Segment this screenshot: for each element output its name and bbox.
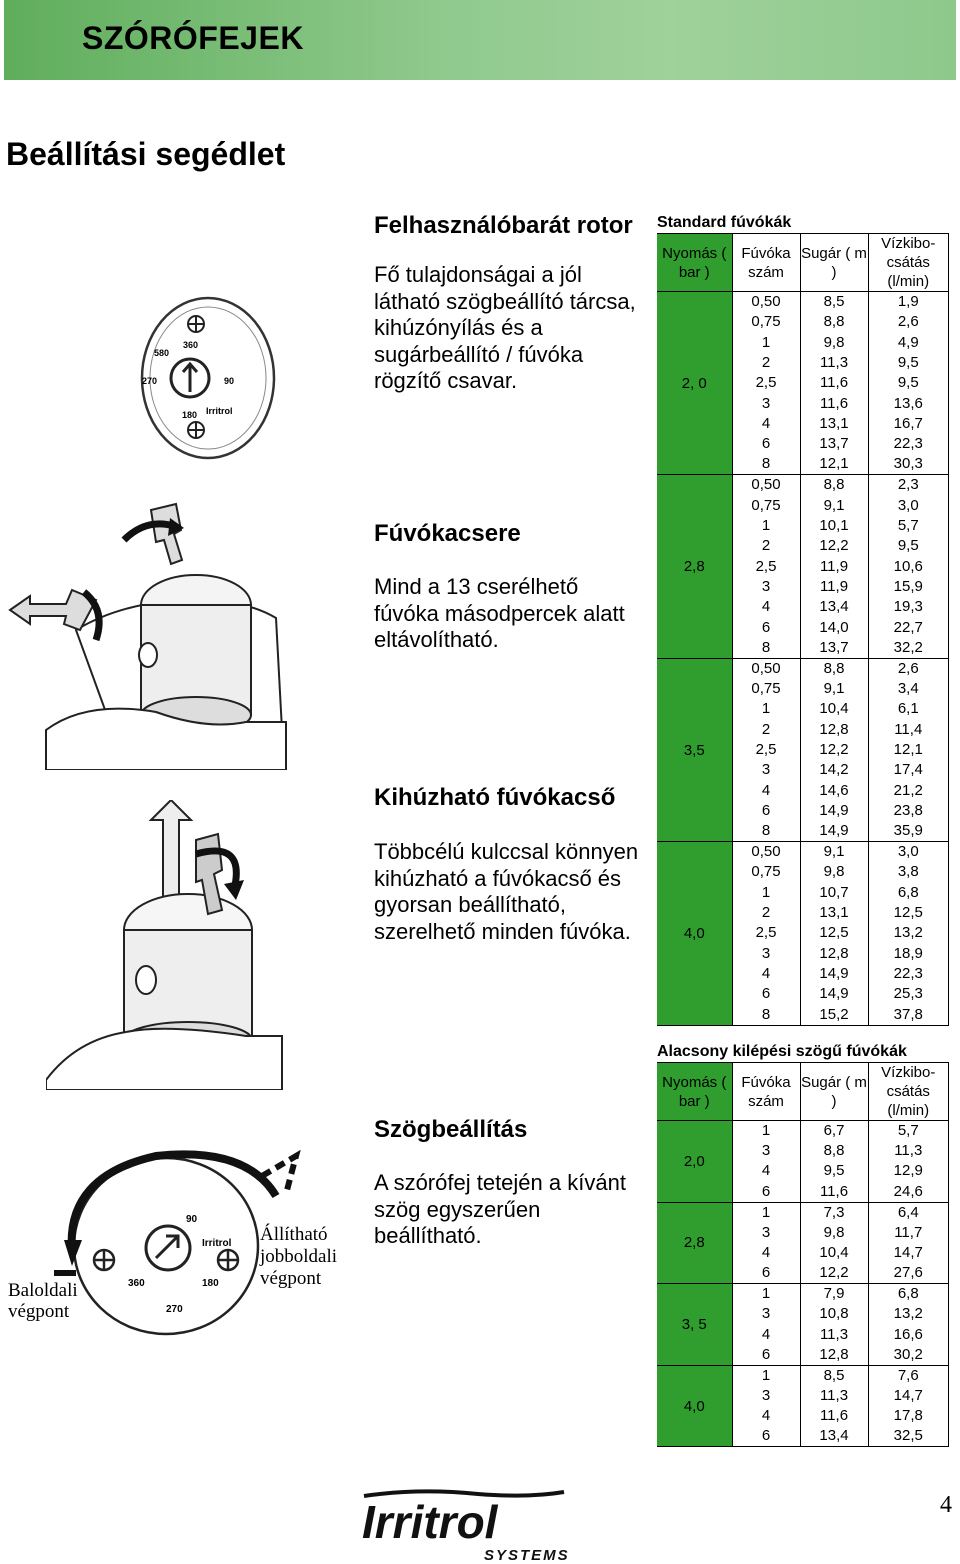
radius-cell: 14,6 <box>800 781 868 801</box>
pressure-cell: 4,0 <box>657 842 732 1025</box>
nozzle-cell: 8 <box>732 821 800 842</box>
radius-cell: 12,2 <box>800 740 868 760</box>
radius-cell: 11,3 <box>800 1386 868 1406</box>
flow-cell: 6,8 <box>868 883 949 903</box>
flow-cell: 3,0 <box>868 842 949 863</box>
flow-cell: 2,6 <box>868 658 949 679</box>
nozzle-cell: 4 <box>732 781 800 801</box>
header-flow: Vízkibo-csátás (l/min) <box>868 1063 949 1121</box>
nozzle-cell: 1 <box>732 1121 800 1142</box>
radius-cell: 9,5 <box>800 1161 868 1181</box>
flow-cell: 3,0 <box>868 495 949 515</box>
pressure-cell: 2, 0 <box>657 292 732 475</box>
pressure-cell: 2,8 <box>657 1202 732 1284</box>
radius-cell: 14,9 <box>800 801 868 821</box>
flow-cell: 6,8 <box>868 1284 949 1305</box>
radius-cell: 10,4 <box>800 1243 868 1263</box>
banner-title: SZÓRÓFEJEK <box>82 20 304 56</box>
flow-cell: 24,6 <box>868 1182 949 1203</box>
radius-cell: 10,7 <box>800 883 868 903</box>
nozzle-cell: 6 <box>732 1345 800 1366</box>
radius-cell: 6,7 <box>800 1121 868 1142</box>
dial-label-580: 580 <box>154 348 170 358</box>
flow-cell: 25,3 <box>868 984 949 1004</box>
radius-cell: 14,2 <box>800 760 868 780</box>
pressure-cell: 3,5 <box>657 658 732 841</box>
header-nozzle: Fúvóka szám <box>732 234 800 292</box>
nozzle-cell: 3 <box>732 944 800 964</box>
radius-cell: 11,9 <box>800 577 868 597</box>
flow-cell: 21,2 <box>868 781 949 801</box>
flow-cell: 14,7 <box>868 1386 949 1406</box>
nozzle-cell: 0,75 <box>732 495 800 515</box>
standard-nozzle-table <box>657 233 949 1026</box>
nozzle-cell: 0,50 <box>732 475 800 496</box>
nozzle-cell: 3 <box>732 1141 800 1161</box>
logo-subtitle: SYSTEMS <box>484 1547 570 1564</box>
nozzle-cell: 6 <box>732 1263 800 1284</box>
flow-cell: 12,5 <box>868 903 949 923</box>
nozzle-cell: 1 <box>732 516 800 536</box>
radius-cell: 8,8 <box>800 658 868 679</box>
nozzle-cell: 1 <box>732 1365 800 1386</box>
dial-label-270: 270 <box>142 376 158 386</box>
irritrol-logo <box>358 1488 570 1564</box>
radius-cell: 9,8 <box>800 1223 868 1243</box>
flow-cell: 5,7 <box>868 516 949 536</box>
right-endpoint-label: Állítható jobboldali végpont <box>260 1224 338 1289</box>
flow-cell: 2,3 <box>868 475 949 496</box>
dial-label-180: 180 <box>182 410 198 420</box>
table-row <box>657 1284 949 1305</box>
radius-cell: 14,9 <box>800 984 868 1004</box>
flow-cell: 3,4 <box>868 679 949 699</box>
logo-wordmark: Irritrol <box>362 1496 498 1548</box>
flow-cell: 16,7 <box>868 414 949 434</box>
pressure-cell: 2,8 <box>657 475 732 658</box>
nozzle-cell: 3 <box>732 577 800 597</box>
nozzle-cell: 6 <box>732 1182 800 1203</box>
header-nozzle: Fúvóka szám <box>732 1063 800 1121</box>
nozzle-cell: 0,50 <box>732 842 800 863</box>
flow-cell: 27,6 <box>868 1263 949 1284</box>
radius-cell: 11,9 <box>800 556 868 576</box>
flow-cell: 3,8 <box>868 862 949 882</box>
rotor-dial-illustration <box>138 296 278 466</box>
nozzle-cell: 6 <box>732 617 800 637</box>
pressure-cell: 4,0 <box>657 1365 732 1447</box>
nozzle-cell: 2 <box>732 353 800 373</box>
radius-cell: 11,6 <box>800 1182 868 1203</box>
section-rotor <box>374 212 644 395</box>
radius-cell: 10,1 <box>800 516 868 536</box>
header-pressure: Nyomás ( bar ) <box>657 234 732 292</box>
nozzle-cell: 2,5 <box>732 373 800 393</box>
radius-cell: 13,1 <box>800 414 868 434</box>
radius-cell: 9,1 <box>800 842 868 863</box>
radius-cell: 11,6 <box>800 373 868 393</box>
radius-cell: 11,3 <box>800 1324 868 1344</box>
radius-cell: 11,6 <box>800 393 868 413</box>
nozzle-cell: 4 <box>732 1161 800 1181</box>
flow-cell: 4,9 <box>868 332 949 352</box>
angle-label-270: 270 <box>166 1304 183 1315</box>
section-angle <box>374 1116 644 1250</box>
nozzle-cell: 2 <box>732 536 800 556</box>
dial-brand: Irritrol <box>206 406 233 416</box>
nozzle-cell: 2,5 <box>732 740 800 760</box>
nozzle-change-illustration <box>6 500 290 770</box>
table-caption: Alacsony kilépési szögű fúvókák <box>657 1043 907 1060</box>
radius-cell: 12,2 <box>800 536 868 556</box>
flow-cell: 35,9 <box>868 821 949 842</box>
radius-cell: 12,2 <box>800 1263 868 1284</box>
radius-cell: 8,8 <box>800 312 868 332</box>
left-endpoint-label: Baloldali végpont <box>8 1280 78 1322</box>
nozzle-cell: 0,75 <box>732 679 800 699</box>
flow-cell: 1,9 <box>868 292 949 313</box>
nozzle-cell: 2 <box>732 720 800 740</box>
flow-cell: 16,6 <box>868 1324 949 1344</box>
radius-cell: 13,7 <box>800 434 868 454</box>
flow-cell: 11,7 <box>868 1223 949 1243</box>
flow-cell: 13,2 <box>868 1304 949 1324</box>
flow-cell: 13,2 <box>868 923 949 943</box>
flow-cell: 30,3 <box>868 454 949 475</box>
flow-cell: 22,3 <box>868 434 949 454</box>
flow-cell: 9,5 <box>868 536 949 556</box>
flow-cell: 18,9 <box>868 944 949 964</box>
flow-cell: 30,2 <box>868 1345 949 1366</box>
table-row <box>657 658 949 679</box>
radius-cell: 8,8 <box>800 475 868 496</box>
flow-cell: 17,8 <box>868 1406 949 1426</box>
section-body: Mind a 13 cserélhető fúvóka másodpercek alatt eltávolítható. <box>374 574 625 652</box>
nozzle-cell: 6 <box>732 1426 800 1447</box>
flow-cell: 10,6 <box>868 556 949 576</box>
flow-cell: 7,6 <box>868 1365 949 1386</box>
nozzle-cell: 0,50 <box>732 292 800 313</box>
section-heading: Fúvókacsere <box>374 520 521 547</box>
nozzle-tube-illustration <box>46 800 286 1090</box>
flow-cell: 19,3 <box>868 597 949 617</box>
flow-cell: 17,4 <box>868 760 949 780</box>
table-row <box>657 292 949 313</box>
nozzle-cell: 1 <box>732 1202 800 1223</box>
flow-cell: 12,1 <box>868 740 949 760</box>
section-body: A szórófej tetején a kívánt szög egyszerűen beállítható. <box>374 1170 626 1248</box>
radius-cell: 13,4 <box>800 1426 868 1447</box>
header-banner <box>4 0 956 80</box>
flow-cell: 5,7 <box>868 1121 949 1142</box>
nozzle-cell: 3 <box>732 760 800 780</box>
flow-cell: 32,5 <box>868 1426 949 1447</box>
nozzle-cell: 0,75 <box>732 862 800 882</box>
flow-cell: 6,1 <box>868 699 949 719</box>
nozzle-cell: 8 <box>732 638 800 659</box>
radius-cell: 7,3 <box>800 1202 868 1223</box>
radius-cell: 11,6 <box>800 1406 868 1426</box>
radius-cell: 9,1 <box>800 495 868 515</box>
nozzle-cell: 1 <box>732 332 800 352</box>
radius-cell: 11,3 <box>800 353 868 373</box>
flow-cell: 9,5 <box>868 373 949 393</box>
table-row <box>657 1365 949 1386</box>
flow-cell: 22,7 <box>868 617 949 637</box>
header-radius: Sugár ( m ) <box>800 234 868 292</box>
section-nozzle-tube <box>374 784 644 945</box>
angle-brand: Irritrol <box>202 1238 232 1249</box>
nozzle-cell: 1 <box>732 883 800 903</box>
page-title: Beállítási segédlet <box>6 136 286 172</box>
flow-cell: 15,9 <box>868 577 949 597</box>
header-radius: Sugár ( m ) <box>800 1063 868 1121</box>
section-nozzle-change <box>374 520 644 654</box>
nozzle-cell: 8 <box>732 1005 800 1026</box>
flow-cell: 37,8 <box>868 1005 949 1026</box>
radius-cell: 9,8 <box>800 862 868 882</box>
nozzle-cell: 2,5 <box>732 923 800 943</box>
flow-cell: 2,6 <box>868 312 949 332</box>
radius-cell: 13,4 <box>800 597 868 617</box>
nozzle-cell: 3 <box>732 1304 800 1324</box>
nozzle-cell: 4 <box>732 414 800 434</box>
nozzle-cell: 6 <box>732 801 800 821</box>
flow-cell: 9,5 <box>868 353 949 373</box>
nozzle-cell: 0,75 <box>732 312 800 332</box>
flow-cell: 13,6 <box>868 393 949 413</box>
radius-cell: 12,8 <box>800 720 868 740</box>
flow-cell: 23,8 <box>868 801 949 821</box>
radius-cell: 12,1 <box>800 454 868 475</box>
radius-cell: 12,8 <box>800 944 868 964</box>
radius-cell: 9,8 <box>800 332 868 352</box>
radius-cell: 13,1 <box>800 903 868 923</box>
flow-cell: 11,3 <box>868 1141 949 1161</box>
section-heading: Felhasználóbarát rotor <box>374 212 633 239</box>
nozzle-cell: 8 <box>732 454 800 475</box>
nozzle-cell: 2,5 <box>732 556 800 576</box>
nozzle-cell: 0,50 <box>732 658 800 679</box>
angle-label-360: 360 <box>128 1278 145 1289</box>
radius-cell: 12,5 <box>800 923 868 943</box>
table-row <box>657 842 949 863</box>
table-caption: Standard fúvókák <box>657 214 792 231</box>
radius-cell: 8,8 <box>800 1141 868 1161</box>
nozzle-cell: 4 <box>732 1324 800 1344</box>
nozzle-cell: 3 <box>732 1386 800 1406</box>
page-number: 4 <box>940 1492 952 1518</box>
radius-cell: 15,2 <box>800 1005 868 1026</box>
low-angle-nozzle-table <box>657 1062 949 1447</box>
section-heading: Kihúzható fúvókacső <box>374 784 616 811</box>
dial-label-360: 360 <box>183 340 199 350</box>
dial-label-90: 90 <box>224 376 235 386</box>
nozzle-cell: 4 <box>732 597 800 617</box>
header-flow: Vízkibo-csátás (l/min) <box>868 234 949 292</box>
header-pressure: Nyomás ( bar ) <box>657 1063 732 1121</box>
flow-cell: 22,3 <box>868 964 949 984</box>
nozzle-cell: 4 <box>732 1406 800 1426</box>
radius-cell: 9,1 <box>800 679 868 699</box>
pressure-cell: 2,0 <box>657 1121 732 1203</box>
flow-cell: 11,4 <box>868 720 949 740</box>
nozzle-cell: 2 <box>732 903 800 923</box>
nozzle-cell: 4 <box>732 964 800 984</box>
radius-cell: 14,9 <box>800 821 868 842</box>
nozzle-cell: 6 <box>732 434 800 454</box>
table-row <box>657 1202 949 1223</box>
nozzle-cell: 4 <box>732 1243 800 1263</box>
radius-cell: 14,0 <box>800 617 868 637</box>
nozzle-cell: 1 <box>732 699 800 719</box>
section-body: Fő tulajdonságai a jól látható szögbeállító tárcsa, kihúzónyílás és a sugárbeállító / fúvóka rögzítő csavar. <box>374 262 636 393</box>
flow-cell: 6,4 <box>868 1202 949 1223</box>
radius-cell: 8,5 <box>800 292 868 313</box>
angle-label-90: 90 <box>186 1214 198 1225</box>
table-row <box>657 1121 949 1142</box>
section-body: Többcélú kulccsal könnyen kihúzható a fúvókacső és gyorsan beállítható, szerelhető minden fúvóka. <box>374 839 639 944</box>
flow-cell: 14,7 <box>868 1243 949 1263</box>
nozzle-cell: 6 <box>732 984 800 1004</box>
radius-cell: 8,5 <box>800 1365 868 1386</box>
table-row <box>657 475 949 496</box>
flow-cell: 12,9 <box>868 1161 949 1181</box>
nozzle-cell: 3 <box>732 393 800 413</box>
radius-cell: 12,8 <box>800 1345 868 1366</box>
flow-cell: 32,2 <box>868 638 949 659</box>
low-angle-nozzle-table-section <box>657 1042 949 1447</box>
nozzle-cell: 1 <box>732 1284 800 1305</box>
section-heading: Szögbeállítás <box>374 1116 528 1143</box>
radius-cell: 10,4 <box>800 699 868 719</box>
radius-cell: 13,7 <box>800 638 868 659</box>
radius-cell: 14,9 <box>800 964 868 984</box>
pressure-cell: 3, 5 <box>657 1284 732 1366</box>
standard-nozzle-table-section <box>657 213 949 1026</box>
angle-label-180: 180 <box>202 1278 219 1289</box>
radius-cell: 10,8 <box>800 1304 868 1324</box>
radius-cell: 7,9 <box>800 1284 868 1305</box>
nozzle-cell: 3 <box>732 1223 800 1243</box>
